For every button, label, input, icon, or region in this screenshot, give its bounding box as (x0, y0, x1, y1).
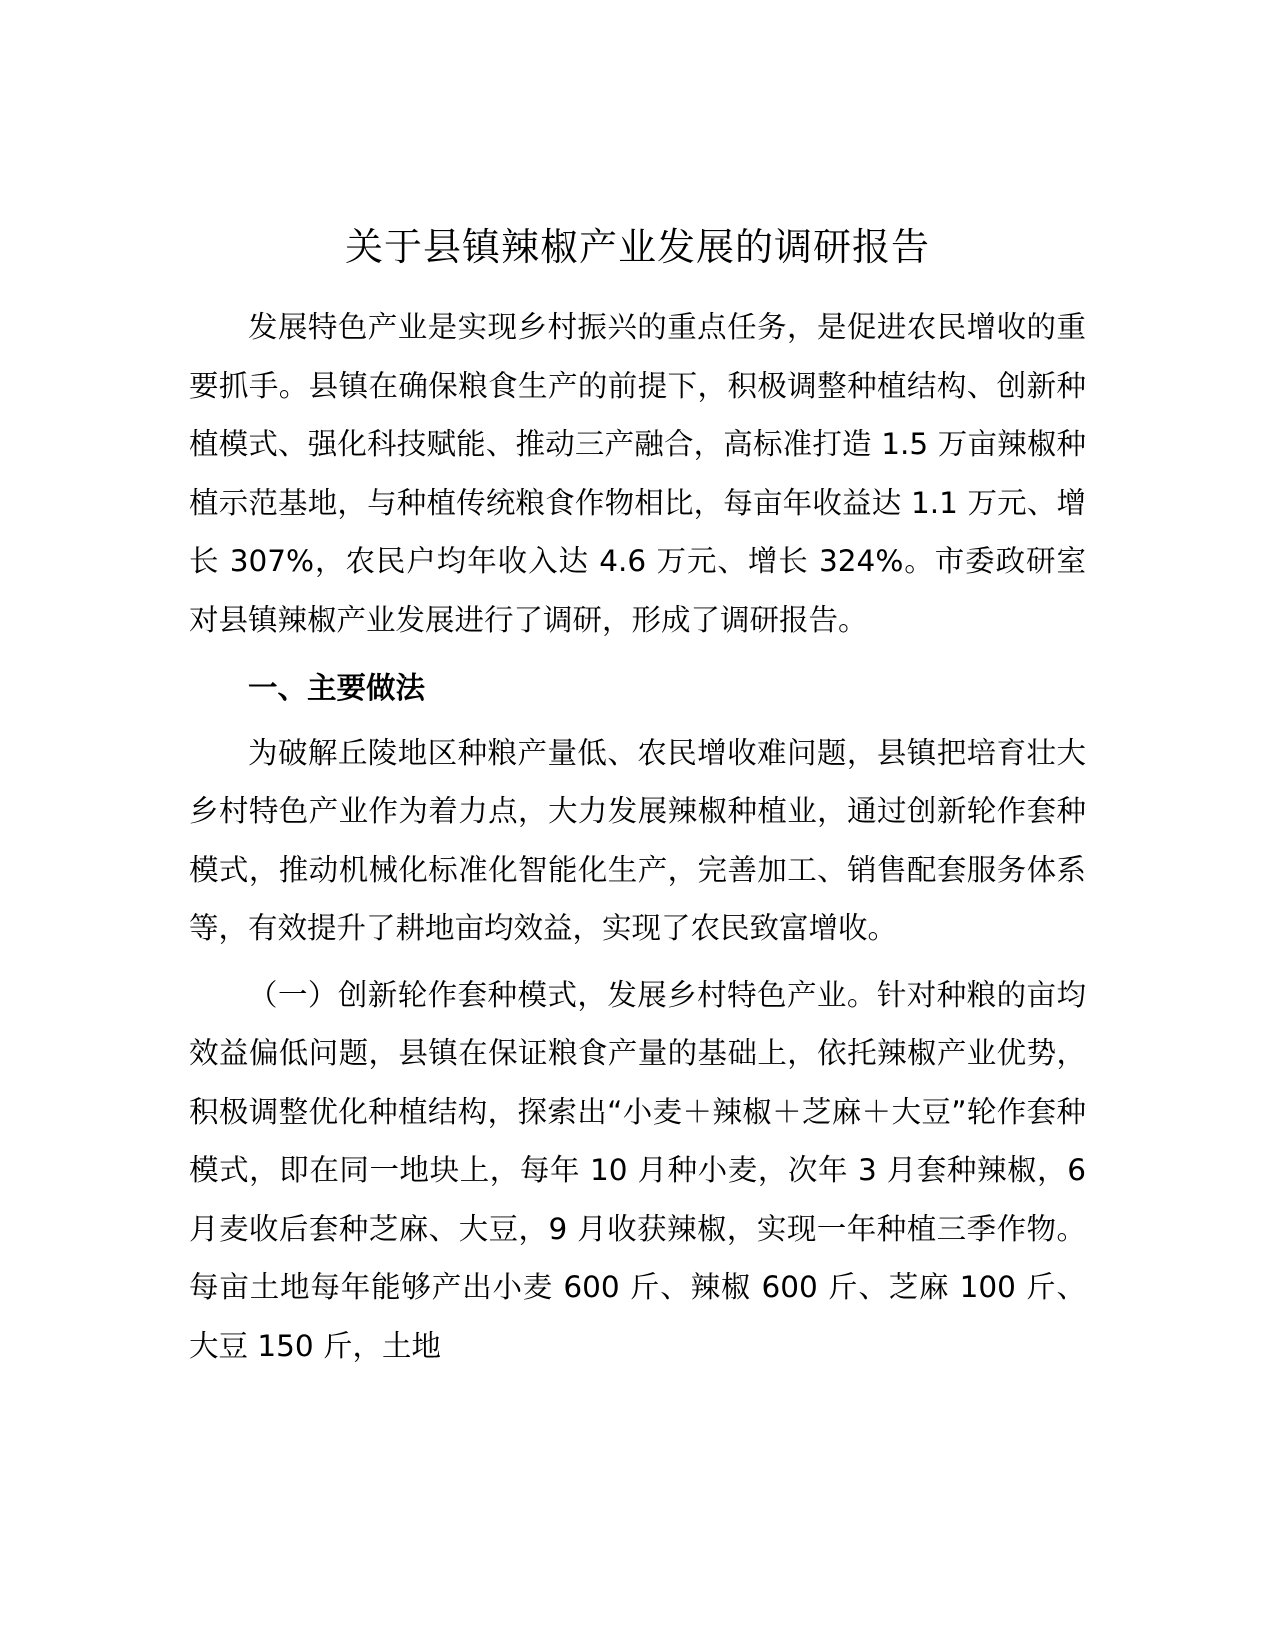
intro-paragraph: 发展特色产业是实现乡村振兴的重点任务，是促进农民增收的重要抓手。县镇在确保粮食生产的前提下，积极调整种植结构、创新种植模式、强化科技赋能、推动三产融合，高标准打造 1.5 万亩辣椒种植示范基地，与种植传统粮食作物相比，每亩年收益达 1.1 万元、增长 307%，农民户均年收入达 4.6 万元、增长 324%。市委政研室对县镇辣椒产业发展进行了调研，形成了调研报告。 (189, 310, 1086, 637)
document-body (189, 298, 1086, 1375)
subsection-paragraph: （一）创新轮作套种模式，发展乡村特色产业。针对种粮的亩均效益偏低问题，县镇在保证粮食产量的基础上，依托辣椒产业优势，积极调整优化种植结构，探索出“小麦＋辣椒＋芝麻＋大豆”轮作套种模式，即在同一地块上，每年 10 月种小麦，次年 3 月套种辣椒，6 月麦收后套种芝麻、大豆，9 月收获辣椒，实现一年种植三季作物。每亩土地每年能够产出小麦 600 斤、辣椒 600 斤、芝麻 100 斤、大豆 150 斤，土地 (189, 977, 1086, 1363)
section-paragraph: 为破解丘陵地区种粮产量低、农民增收难问题，县镇把培育壮大乡村特色产业作为着力点，大力发展辣椒种植业，通过创新轮作套种模式，推动机械化标准化智能化生产，完善加工、销售配套服务体系等，有效提升了耕地亩均效益，实现了农民致富增收。 (189, 735, 1086, 945)
document-title: 关于县镇辣椒产业发展的调研报告 (344, 225, 930, 269)
section-heading: 一、主要做法 (248, 671, 426, 705)
